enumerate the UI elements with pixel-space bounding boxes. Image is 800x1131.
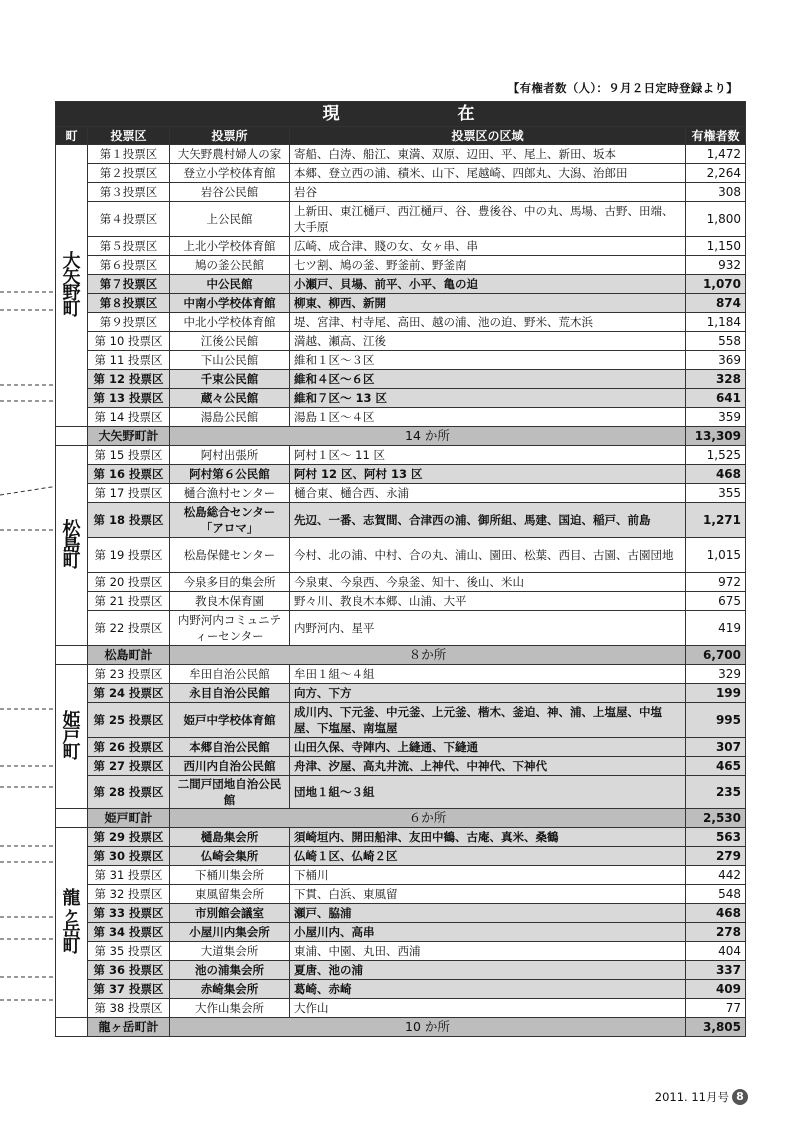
town-total-row: [56, 809, 746, 828]
district-cell: 第 15 投票区: [88, 446, 170, 465]
area-cell: 大作山: [290, 999, 686, 1018]
table-row: [56, 665, 746, 684]
table-row: [56, 164, 746, 183]
polling-place-cell: 中公民館: [170, 275, 290, 294]
area-cell: 葛崎、赤崎: [290, 980, 686, 999]
district-cell: 第３投票区: [88, 183, 170, 202]
district-cell: 第 38 投票区: [88, 999, 170, 1018]
polling-place-cell: 上公民館: [170, 202, 290, 237]
table-row: [56, 275, 746, 294]
area-cell: 広崎、成合津、賤の女、女ヶ串、串: [290, 237, 686, 256]
table-row: [56, 294, 746, 313]
table-row: [56, 538, 746, 573]
polling-place-cell: 姫戸中学校体育館: [170, 703, 290, 738]
table-row: [56, 573, 746, 592]
voter-count-cell: 1,271: [685, 503, 745, 538]
district-cell: 第 13 投票区: [88, 389, 170, 408]
district-cell: 第 27 投票区: [88, 757, 170, 776]
polling-place-cell: 池の浦集会所: [170, 961, 290, 980]
page-footer: [655, 1089, 748, 1105]
area-cell: 上新田、東江樋戸、西江樋戸、谷、豊後谷、中の丸、馬場、古野、田端、大手原: [290, 202, 686, 237]
issue-label: 2011. 11月号: [654, 1090, 729, 1104]
town-name-cell: [56, 828, 88, 1018]
polling-place-cell: 松島総合センター「アロマ」: [170, 503, 290, 538]
voter-count-cell: 442: [685, 866, 745, 885]
table-row: [56, 332, 746, 351]
table-row: [56, 757, 746, 776]
area-cell: 今泉東、今泉西、今泉釜、知十、後山、米山: [290, 573, 686, 592]
district-cell: 第 30 投票区: [88, 847, 170, 866]
polling-place-cell: 鳩の釜公民館: [170, 256, 290, 275]
polling-place-cell: 阿村第６公民館: [170, 465, 290, 484]
voter-count-cell: 1,472: [685, 145, 745, 164]
area-cell: 団地１組～３組: [290, 776, 686, 809]
polling-place-cell: 本郷自治公民館: [170, 738, 290, 757]
table-row: [56, 183, 746, 202]
col-header-town: 町: [56, 127, 88, 145]
polling-place-cell: 永目自治公民館: [170, 684, 290, 703]
table-row: [56, 847, 746, 866]
polling-place-cell: 大作山集会所: [170, 999, 290, 1018]
polling-place-cell: 西川内自治公民館: [170, 757, 290, 776]
voter-count-cell: 235: [685, 776, 745, 809]
table-row: [56, 256, 746, 275]
polling-place-cell: 市別館会議室: [170, 904, 290, 923]
area-cell: 山田久保、寺陣内、上縫通、下縫通: [290, 738, 686, 757]
district-cell: 第９投票区: [88, 313, 170, 332]
area-cell: 維和４区～６区: [290, 370, 686, 389]
polling-place-cell: 湯島公民館: [170, 408, 290, 427]
district-cell: 第 25 投票区: [88, 703, 170, 738]
area-cell: 堤、宮津、村寺尾、高田、越の浦、池の迫、野米、荒木浜: [290, 313, 686, 332]
district-cell: 第 19 投票区: [88, 538, 170, 573]
area-cell: 阿村１区～ 11 区: [290, 446, 686, 465]
voter-count-cell: 1,015: [685, 538, 745, 573]
area-cell: 下貫、白浜、東風留: [290, 885, 686, 904]
polling-place-cell: 下山公民館: [170, 351, 290, 370]
town-name: 姫 戸 町: [62, 709, 81, 763]
col-header-voters: 有権者数: [685, 127, 745, 145]
page-number: 8: [732, 1089, 748, 1105]
voter-count-cell: 419: [685, 611, 745, 646]
polling-place-cell: 江後公民館: [170, 332, 290, 351]
polling-place-cell: 千束公民館: [170, 370, 290, 389]
voter-count-cell: 307: [685, 738, 745, 757]
town-name: 松 島 町: [62, 518, 81, 572]
dashed-leader-lines: [0, 0, 60, 1131]
district-cell: 第４投票区: [88, 202, 170, 237]
voter-count-cell: 1,184: [685, 313, 745, 332]
voter-count-cell: 675: [685, 592, 745, 611]
voter-count-cell: 279: [685, 847, 745, 866]
polling-place-cell: 登立小学校体育館: [170, 164, 290, 183]
town-total-voters: 2,530: [685, 809, 745, 828]
voter-count-cell: 874: [685, 294, 745, 313]
table-row: [56, 942, 746, 961]
area-cell: 東浦、中園、丸田、西浦: [290, 942, 686, 961]
district-cell: 第 11 投票区: [88, 351, 170, 370]
district-cell: 第 12 投票区: [88, 370, 170, 389]
area-cell: 阿村 12 区、阿村 13 区: [290, 465, 686, 484]
town-total-row: [56, 427, 746, 446]
town-name: 龍 ヶ 岳 町: [62, 887, 81, 957]
district-cell: 第８投票区: [88, 294, 170, 313]
area-cell: 下桶川: [290, 866, 686, 885]
data-source-note: 【有権者数（人）：９月２日定時登録より】: [507, 81, 738, 95]
town-total-label: 姫戸町計: [88, 809, 170, 828]
district-cell: 第 34 投票区: [88, 923, 170, 942]
district-cell: 第 20 投票区: [88, 573, 170, 592]
town-cell-spacer: [56, 1018, 88, 1037]
area-cell: 維和１区～３区: [290, 351, 686, 370]
voter-count-cell: 278: [685, 923, 745, 942]
district-cell: 第 22 投票区: [88, 611, 170, 646]
table-row: [56, 351, 746, 370]
table-row: [56, 611, 746, 646]
town-total-voters: 6,700: [685, 646, 745, 665]
area-cell: 成川内、下元釜、中元釜、上元釜、楷木、釜迫、神、浦、上塩屋、中塩屋、下塩屋、南塩屋: [290, 703, 686, 738]
voter-count-cell: 468: [685, 465, 745, 484]
district-cell: 第 33 投票区: [88, 904, 170, 923]
table-row: [56, 776, 746, 809]
town-total-venues: ６か所: [170, 809, 686, 828]
polling-place-cell: 教良木保育園: [170, 592, 290, 611]
area-cell: 岩谷: [290, 183, 686, 202]
voter-count-cell: 972: [685, 573, 745, 592]
district-cell: 第 35 投票区: [88, 942, 170, 961]
table-row: [56, 465, 746, 484]
polling-place-cell: 赤崎集会所: [170, 980, 290, 999]
table-row: [56, 592, 746, 611]
area-cell: 野々川、教良木本郷、山浦、大平: [290, 592, 686, 611]
area-cell: 先辺、一番、志賀間、合津西の浦、御所組、馬建、国迫、稲戸、前島: [290, 503, 686, 538]
table-row: [56, 885, 746, 904]
area-cell: 七ツ割、鳩の釜、野釜前、野釜南: [290, 256, 686, 275]
district-cell: 第 31 投票区: [88, 866, 170, 885]
area-cell: 牟田１組～４組: [290, 665, 686, 684]
voter-count-cell: 77: [685, 999, 745, 1018]
table-title: 現 在: [56, 102, 746, 127]
polling-place-cell: 中南小学校体育館: [170, 294, 290, 313]
district-cell: 第 32 投票区: [88, 885, 170, 904]
table-row: [56, 202, 746, 237]
area-cell: 小屋川内、高串: [290, 923, 686, 942]
district-cell: 第 36 投票区: [88, 961, 170, 980]
voter-count-cell: 468: [685, 904, 745, 923]
area-cell: 維和７区～ 13 区: [290, 389, 686, 408]
table-row: [56, 923, 746, 942]
district-cell: 第 37 投票区: [88, 980, 170, 999]
voter-count-cell: 1,800: [685, 202, 745, 237]
district-cell: 第２投票区: [88, 164, 170, 183]
polling-place-cell: 岩谷公民館: [170, 183, 290, 202]
town-cell-spacer: [56, 646, 88, 665]
col-header-district: 投票区: [88, 127, 170, 145]
town-name-cell: [56, 145, 88, 427]
polling-place-cell: 蔵々公民館: [170, 389, 290, 408]
district-cell: 第 18 投票区: [88, 503, 170, 538]
area-cell: 夏唐、池の浦: [290, 961, 686, 980]
polling-place-cell: 今泉多目的集会所: [170, 573, 290, 592]
town-name: 大 矢 野 町: [62, 250, 81, 320]
polling-place-cell: 大道集会所: [170, 942, 290, 961]
voter-count-cell: 329: [685, 665, 745, 684]
area-cell: 小瀬戸、貝場、前平、小平、亀の迫: [290, 275, 686, 294]
table-row: [56, 408, 746, 427]
polling-place-cell: 牟田自治公民館: [170, 665, 290, 684]
district-cell: 第 29 投票区: [88, 828, 170, 847]
district-cell: 第 16 投票区: [88, 465, 170, 484]
district-cell: 第 24 投票区: [88, 684, 170, 703]
table-row: [56, 738, 746, 757]
voter-count-cell: 558: [685, 332, 745, 351]
voter-count-cell: 641: [685, 389, 745, 408]
table-row: [56, 980, 746, 999]
polling-place-cell: 小屋川内集会所: [170, 923, 290, 942]
voter-count-cell: 1,150: [685, 237, 745, 256]
col-header-area: 投票区の区域: [290, 127, 686, 145]
town-total-voters: 13,309: [685, 427, 745, 446]
district-cell: 第 23 投票区: [88, 665, 170, 684]
district-cell: 第６投票区: [88, 256, 170, 275]
voter-count-cell: 1,525: [685, 446, 745, 465]
polling-place-cell: 樋合漁村センター: [170, 484, 290, 503]
district-cell: 第 14 投票区: [88, 408, 170, 427]
table-row: [56, 999, 746, 1018]
voter-count-cell: 355: [685, 484, 745, 503]
town-cell-spacer: [56, 427, 88, 446]
town-name-cell: [56, 665, 88, 809]
polling-place-cell: 内野河内コミュニティーセンター: [170, 611, 290, 646]
table-row: [56, 866, 746, 885]
area-cell: 本郷、登立西の浦、積米、山下、尾越崎、四郎丸、大潟、治郎田: [290, 164, 686, 183]
district-cell: 第 28 投票区: [88, 776, 170, 809]
area-cell: 柳東、柳西、新開: [290, 294, 686, 313]
voter-count-cell: 359: [685, 408, 745, 427]
district-cell: 第 17 投票区: [88, 484, 170, 503]
area-cell: 満越、瀬高、江後: [290, 332, 686, 351]
table-row: [56, 313, 746, 332]
area-cell: 須崎垣内、開田船津、友田中鶴、古庵、真米、桑鶴: [290, 828, 686, 847]
table-row: [56, 828, 746, 847]
polling-place-cell: 二間戸団地自治公民館: [170, 776, 290, 809]
table-row: [56, 484, 746, 503]
town-total-venues: ８か所: [170, 646, 686, 665]
polling-place-cell: 阿村出張所: [170, 446, 290, 465]
table-row: [56, 370, 746, 389]
table-row: [56, 703, 746, 738]
voter-count-cell: 199: [685, 684, 745, 703]
polling-place-cell: 下桶川集会所: [170, 866, 290, 885]
town-name-cell: [56, 446, 88, 646]
voter-count-cell: 465: [685, 757, 745, 776]
polling-place-cell: 上北小学校体育館: [170, 237, 290, 256]
voter-count-cell: 404: [685, 942, 745, 961]
voter-count-cell: 995: [685, 703, 745, 738]
table-row: [56, 237, 746, 256]
area-cell: 向方、下方: [290, 684, 686, 703]
voter-count-cell: 2,264: [685, 164, 745, 183]
area-cell: 内野河内、星平: [290, 611, 686, 646]
voter-count-cell: 548: [685, 885, 745, 904]
voter-count-cell: 563: [685, 828, 745, 847]
area-cell: 今村、北の浦、中村、合の丸、浦山、園田、松葉、西目、古園、古園団地: [290, 538, 686, 573]
town-total-label: 龍ヶ岳町計: [88, 1018, 170, 1037]
table-row: [56, 961, 746, 980]
district-cell: 第 10 投票区: [88, 332, 170, 351]
town-total-venues: 14 か所: [170, 427, 686, 446]
table-row: [56, 503, 746, 538]
voter-count-cell: 409: [685, 980, 745, 999]
voter-count-cell: 328: [685, 370, 745, 389]
table-row: [56, 904, 746, 923]
town-total-label: 大矢野町計: [88, 427, 170, 446]
town-total-row: [56, 1018, 746, 1037]
polling-district-table: [55, 101, 746, 1037]
table-row: [56, 389, 746, 408]
polling-place-cell: 樋島集会所: [170, 828, 290, 847]
voter-count-cell: 932: [685, 256, 745, 275]
voter-count-cell: 1,070: [685, 275, 745, 294]
polling-place-cell: 大矢野農村婦人の家: [170, 145, 290, 164]
polling-place-cell: 東風留集会所: [170, 885, 290, 904]
town-total-row: [56, 646, 746, 665]
district-cell: 第５投票区: [88, 237, 170, 256]
area-cell: 舟津、汐屋、高丸井流、上神代、中神代、下神代: [290, 757, 686, 776]
district-cell: 第７投票区: [88, 275, 170, 294]
area-cell: 仏崎１区、仏崎２区: [290, 847, 686, 866]
district-cell: 第 21 投票区: [88, 592, 170, 611]
table-body: [56, 145, 746, 1037]
table-row: [56, 684, 746, 703]
area-cell: 寄船、白涛、船江、東満、双原、辺田、平、尾上、新田、坂本: [290, 145, 686, 164]
voter-count-cell: 308: [685, 183, 745, 202]
area-cell: 湯島１区～４区: [290, 408, 686, 427]
town-cell-spacer: [56, 809, 88, 828]
town-total-label: 松島町計: [88, 646, 170, 665]
town-total-voters: 3,805: [685, 1018, 745, 1037]
voter-count-cell: 337: [685, 961, 745, 980]
district-cell: 第１投票区: [88, 145, 170, 164]
table-row: [56, 145, 746, 164]
col-header-polling-place: 投票所: [170, 127, 290, 145]
polling-place-cell: 中北小学校体育館: [170, 313, 290, 332]
area-cell: 瀬戸、脇浦: [290, 904, 686, 923]
polling-place-cell: 松島保健センター: [170, 538, 290, 573]
polling-place-cell: 仏崎会集所: [170, 847, 290, 866]
district-cell: 第 26 投票区: [88, 738, 170, 757]
voter-count-cell: 369: [685, 351, 745, 370]
table-row: [56, 446, 746, 465]
town-total-venues: 10 か所: [170, 1018, 686, 1037]
area-cell: 樋合東、樋合西、永浦: [290, 484, 686, 503]
